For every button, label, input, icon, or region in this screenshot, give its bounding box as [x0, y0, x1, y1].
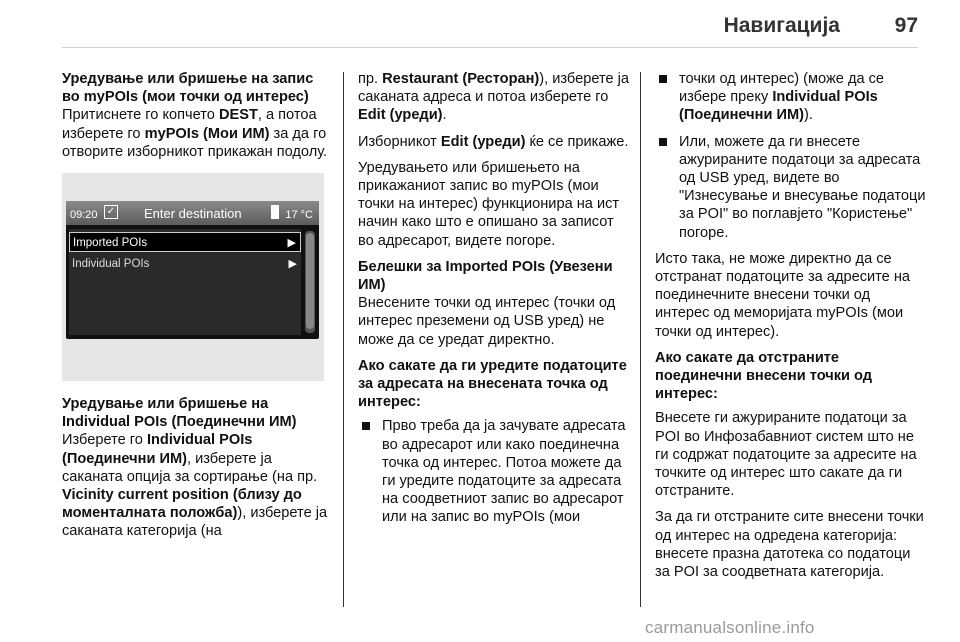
page-header — [0, 0, 960, 50]
bullet-list — [358, 417, 630, 526]
paragraph: Исто така, не може директно да се отстранат податоците за адресите на поединечните внесени точки од интерес од меморијата myPOIs (мои точки од интерес). — [655, 250, 911, 340]
list-item: Прво треба да ја зачувате адресата во адресарот или како поединечна точка од интерес. Потоа можете да ги уредите податоците за адресата на соодветниот запис во адресарот или на запис во myPOIs (мои — [358, 417, 630, 526]
paragraph: Уредувањето или бришењето на прикажаниот запис во myPOIs (мои точки на интерес) функционира на ист начин како што е опишано за записот во адресарот, видете погоре. — [358, 159, 620, 249]
paragraph: пр. Restaurant (Ресторан)), изберете ја саканата адреса и потоа изберете го Edit (уреди). — [358, 71, 630, 124]
watermark: carmanualsonline.info — [645, 618, 815, 637]
column-2 — [358, 70, 630, 535]
chevron-right-icon: ▶ — [287, 237, 296, 250]
section-heading-mypois: Уредување или бришење на запис во myPOIs (мои точки од интерес) — [62, 71, 314, 106]
screenshot-figure — [62, 173, 324, 381]
page-number: 97 — [894, 14, 918, 37]
bullet-list-continued — [655, 70, 927, 242]
section-heading-remove-pois: Ако сакате да отстраните поединечни внесени точки од интерес: — [655, 349, 873, 403]
paragraph: Внесените точки од интерес (точки од интерес преземени од USB уред) не може да се уредат директно. — [358, 295, 616, 348]
scrollbar[interactable] — [305, 231, 315, 333]
paragraph: Притиснете го копчето DEST, а потоа изберете го myPOIs (Мои ИМ) за да го отворите изборникот прикажан подолу. — [62, 107, 328, 160]
paragraph: Изберете го Individual POIs (Поединечни ИМ), изберете ја саканата опција за сортирање (на пр. Vicinity current position (близу до моменталната положба)), изберете ја саканата категорија (на — [62, 432, 328, 540]
column-divider-2 — [640, 72, 641, 607]
list-item: Или, можете да ги внесете ажурираните податоци за адресата од USB уред, видете во "Изнесување и внесување податоци за POI" во поглавјето "Користење" погоре. — [655, 133, 927, 242]
section-heading-imported-pois: Белешки за Imported POIs (Увезени ИМ) — [358, 258, 613, 294]
chapter-title: Навигација — [723, 14, 840, 37]
section-heading-edit-imported: Ако сакате да ги уредите податоците за адресата на внесената точка од интерес: — [358, 357, 627, 411]
column-3 — [655, 70, 927, 589]
thermometer-icon — [271, 205, 279, 219]
chevron-right-icon: ▶ — [288, 258, 297, 271]
paragraph: За да ги отстраните сите внесени точки од интерес на одредена категорија: внесете празна датотека со податоци за POI за соодветната категорија. — [655, 509, 924, 581]
menu-item-imported-pois[interactable]: Imported POIs ▶ — [69, 232, 301, 252]
checkbox-icon: ✓ — [104, 205, 118, 219]
screen-status-bar — [66, 201, 319, 225]
paragraph: Внесете ги ажурираните податоци за POI во Инфозабавниот систем што не ги содржат податоците за адресите на точките од интерес што сакате да ги отстраните. — [655, 410, 917, 500]
infotainment-screen — [66, 201, 319, 339]
scrollbar-thumb[interactable] — [306, 233, 314, 329]
header-rule — [62, 47, 918, 48]
list-item: точки од интерес) (може да се избере преку Individual POIs (Поединечни ИМ)). — [655, 70, 927, 125]
temperature: 17 °C — [285, 209, 313, 222]
menu-item-individual-pois[interactable]: Individual POIs ▶ — [69, 254, 301, 274]
column-divider-1 — [343, 72, 344, 607]
paragraph: Изборникот Edit (уреди) ќе се прикаже. — [358, 133, 629, 150]
clock: 09:20 — [70, 209, 98, 222]
menu-list — [69, 229, 301, 335]
section-heading-individual-pois: Уредување или бришење на Individual POIs (Поединечни ИМ) — [62, 396, 297, 431]
screen-title: Enter destination — [144, 206, 242, 222]
column-1 — [62, 70, 330, 549]
